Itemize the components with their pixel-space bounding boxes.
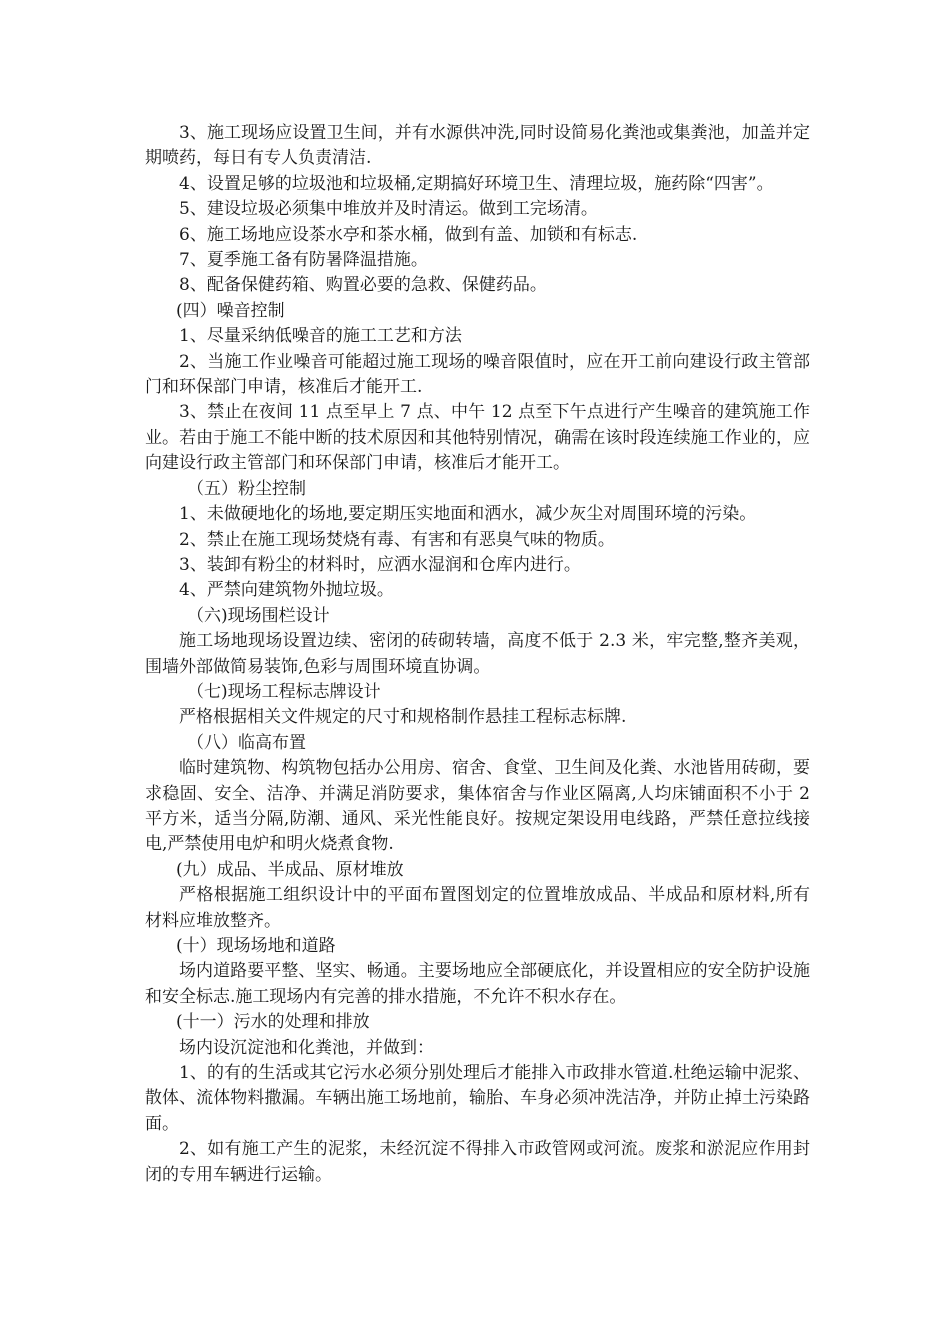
section-heading-noise-control: (四）噪音控制 [176,300,285,321]
section-heading-fence-design: （六)现场围栏设计 [187,605,330,626]
paragraph-noise-limit-application: 2、当施工作业噪音可能超过施工现场的噪音限值时，应在开工前向建设行政主管部门和环保部门申请，核准后才能开工. [145,351,810,398]
paragraph-material-stacking: 严格根据施工组织设计中的平面布置图划定的位置堆放成品、半成品和原材料,所有材料应堆放整齐。 [145,885,810,931]
paragraph-night-work-ban: 3、禁止在夜间 11 点至早上 7 点、中午 12 点至下午点进行产生噪音的建筑施工作业。若由于施工不能中断的技术原因和其他特别情况，确需在该时段连续施工作业的，应向建设行政主管部门和环保部门申请，核准后才能开工。 [145,402,810,474]
paragraph-low-noise-process: 1、尽量采纳低噪音的施工工艺和方法 [179,326,462,347]
section-heading-dust-control: （五）粉尘控制 [187,478,306,499]
paragraph-summer-cooling: 7、夏季施工备有防暑降温措施。 [179,250,428,271]
document-body [145,121,810,1188]
paragraph-garbage-bins: 4、设置足够的垃圾池和垃圾桶,定期搞好环境卫生、清理垃圾，施药除“四害”。 [179,173,774,194]
paragraph-mud-transport: 2、如有施工产生的泥浆，未经沉淀不得排入市政管网或河流。废浆和淤泥应作用封闭的专用车辆进行运输。 [145,1139,810,1185]
section-heading-sign-design: （七)现场工程标志牌设计 [187,681,381,702]
section-heading-sewage: (十一）污水的处理和排放 [176,1012,370,1033]
paragraph-temporary-buildings: 临时建筑物、构筑物包括办公用房、宿舍、食堂、卫生间及化粪、水池皆用砖砌，要求稳固、安全、洁净、并满足消防要求，集体宿舍与作业区隔离,人均床铺面积不小于 2 平方米，适当分隔,防潮、通风、采光性能良好。按规定架设用电线路，严禁任意拉线接电,严禁使用电炉和明火烧煮食物. [145,758,810,855]
paragraph-sewage-treatment: 1、的有的生活或其它污水必须分别处理后才能排入市政排水管道.杜绝运输中泥浆、散体、流体物料撒漏。车辆出施工场地前，输胎、车身必须冲洗洁净，并防止掉土污染路面。 [145,1063,810,1134]
paragraph-fence: 施工场地现场设置边续、密闭的砖砌转墙，高度不低于 2.3 米，牢完整,整齐美观，围墙外部做简易装饰,色彩与周围环境直协调。 [145,631,810,677]
section-heading-site-roads: (十）现场场地和道路 [176,936,336,956]
paragraph-tea-kiosk: 6、施工场地应设茶水亭和茶水桶，做到有盖、加锁和有标志. [179,224,638,245]
paragraph-sedimentation-tank: 场内设沉淀池和化粪池，并做到： [179,1037,434,1058]
section-heading-material-stacking: (九）成品、半成品、原材堆放 [176,859,404,880]
section-heading-temporary-layout: （八）临高布置 [187,732,306,753]
paragraph-no-burning: 2、禁止在施工现场焚烧有毒、有害和有恶臭气味的物质。 [179,529,615,550]
paragraph-toilet: 3、施工现场应设置卫生间，并有水源供冲洗,同时设简易化粪池或集粪池，加盖并定期喷药，每日有专人负责清洁. [145,123,810,169]
paragraph-signboard: 严格根据相关文件规定的尺寸和规格制作悬挂工程标志标牌. [179,707,627,728]
paragraph-medical-kit: 8、配备保健药箱、购置必要的急救、保健药品。 [179,275,547,296]
paragraph-garbage-removal: 5、建设垃圾必须集中堆放并及时清运。做到工完场清。 [179,199,598,220]
paragraph-no-throwing: 4、严禁向建筑物外抛垃圾。 [179,580,394,601]
paragraph-dusty-materials: 3、装卸有粉尘的材料时，应洒水湿润和仓库内进行。 [179,554,581,575]
paragraph-site-roads: 场内道路要平整、坚实、畅通。主要场地应全部硬底化，并设置相应的安全防护设施和安全标志.施工现场内有完善的排水措施，不允许不积水存在。 [145,961,810,1007]
paragraph-water-spraying: 1、未做硬地化的场地,要定期压实地面和洒水，减少灰尘对周围环境的污染。 [179,504,757,525]
